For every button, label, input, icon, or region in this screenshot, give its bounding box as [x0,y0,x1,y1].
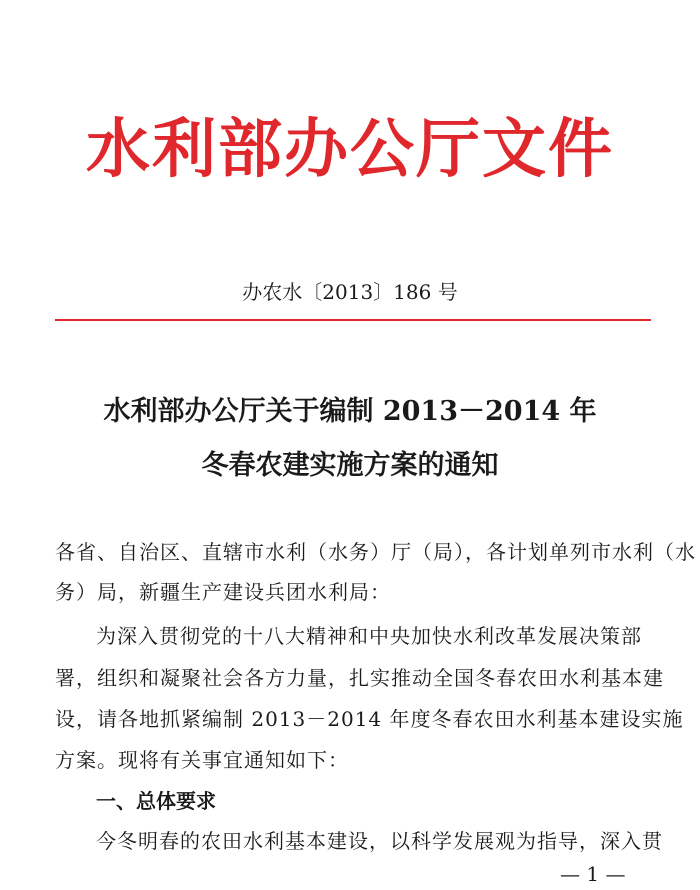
body-line-paragraph-4: 方案。现将有关事宜通知如下： [55,748,349,772]
body-line-paragraph-2: 署，组织和凝聚社会各方力量，扎实推动全国冬春农田水利基本建 [55,666,664,690]
notice-title-line-2: 冬春农建实施方案的通知 [201,450,499,481]
notice-title-line-1: 水利部办公厅关于编制 2013－2014 年 [103,396,597,427]
document-number: 办农水〔2013〕186 号 [242,280,458,304]
issuer-header-title: 水利部办公厅文件 [86,112,614,187]
body-line-addressee-2: 务）局，新疆生产建设兵团水利局： [55,580,391,604]
body-line-addressee-1: 各省、自治区、直辖市水利（水务）厅（局），各计划单列市水利（水 [55,540,696,564]
body-line-paragraph-1: 为深入贯彻党的十八大精神和中央加快水利改革发展决策部 [96,624,642,648]
page-number: — 1 — [560,862,626,886]
section-heading-general-requirements: 一、总体要求 [96,789,216,813]
red-divider-line [55,319,651,321]
body-line-paragraph-3: 设，请各地抓紧编制 2013－2014 年度冬春农田水利基本建设实施 [55,707,684,731]
body-line-section-1: 今冬明春的农田水利基本建设，以科学发展观为指导，深入贯 [96,829,663,853]
